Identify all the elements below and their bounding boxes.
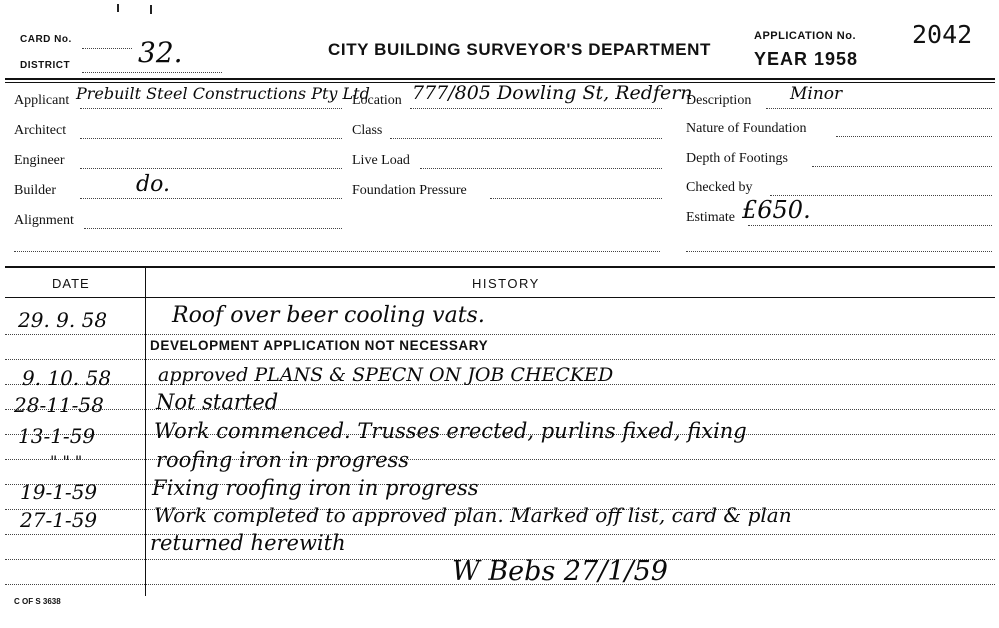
history-entry: Fixing roofing iron in progress xyxy=(152,476,479,500)
location-label: Location xyxy=(352,93,402,108)
department-title: CITY BUILDING SURVEYOR'S DEPARTMENT xyxy=(328,40,712,59)
builder-value: do. xyxy=(136,172,170,197)
history-date: 9. 10. 58 xyxy=(22,366,112,390)
date-header: DATE xyxy=(52,276,90,291)
checked-by-label: Checked by xyxy=(686,180,753,195)
depth-of-footings-label: Depth of Footings xyxy=(686,151,788,166)
application-no-value: 2042 xyxy=(912,20,973,49)
foundation-pressure-label: Foundation Pressure xyxy=(352,183,467,198)
signature: W Bebs 27/1/59 xyxy=(452,556,668,587)
applicant-value: Prebuilt Steel Constructions Pty Ltd xyxy=(76,84,370,103)
builder-label: Builder xyxy=(14,183,56,198)
history-date: 19-1-59 xyxy=(20,480,98,504)
description-value: Minor xyxy=(790,84,843,104)
history-entry: roofing iron in progress xyxy=(156,448,410,472)
year-label: YEAR 1958 xyxy=(754,49,859,69)
card-no-label: CARD No. xyxy=(20,34,72,45)
history-entry: Not started xyxy=(156,390,279,414)
history-date: 29. 9. 58 xyxy=(18,308,108,332)
architect-label: Architect xyxy=(14,123,67,138)
history-date: 27-1-59 xyxy=(20,508,98,532)
estimate-label: Estimate xyxy=(686,210,735,225)
form-code: C OF S 3638 xyxy=(14,597,61,606)
class-label: Class xyxy=(352,123,383,138)
alignment-label: Alignment xyxy=(14,213,74,228)
history-entry: approved PLANS & SPECN ON JOB CHECKED xyxy=(158,364,614,386)
history-entry: returned herewith xyxy=(150,531,346,555)
history-date: " " " xyxy=(50,452,83,471)
history-entry: Work commenced. Trusses erected, purlins fixed, fixing xyxy=(154,419,747,443)
applicant-label: Applicant xyxy=(14,93,70,108)
history-header: HISTORY xyxy=(472,276,540,291)
punch-mark xyxy=(117,4,119,12)
live-load-label: Live Load xyxy=(352,153,410,168)
history-entry: Roof over beer cooling vats. xyxy=(172,303,485,328)
engineer-label: Engineer xyxy=(14,153,65,168)
district-label: DISTRICT xyxy=(20,60,71,71)
history-date: 28-11-58 xyxy=(14,393,104,417)
nature-of-foundation-label: Nature of Foundation xyxy=(686,121,807,136)
punch-mark xyxy=(150,5,152,14)
history-entry: Work completed to approved plan. Marked off list, card & plan xyxy=(154,503,792,527)
stamp-development-application: DEVELOPMENT APPLICATION NOT NECESSARY xyxy=(150,338,489,353)
description-label: Description xyxy=(686,93,752,108)
card-no-value: 32. xyxy=(138,36,183,69)
history-date: 13-1-59 xyxy=(18,424,96,448)
location-value: 777/805 Dowling St, Redfern xyxy=(412,82,693,104)
estimate-value: £650. xyxy=(742,196,811,224)
application-no-label: APPLICATION No. xyxy=(754,30,857,42)
